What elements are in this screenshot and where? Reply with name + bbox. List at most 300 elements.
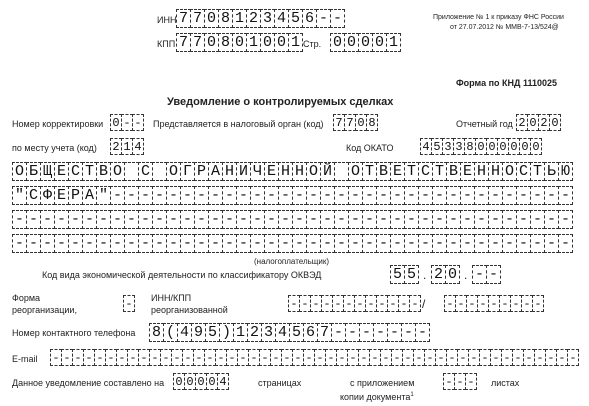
page-field[interactable] — [330, 33, 401, 52]
char-cell: - — [409, 295, 421, 312]
char-cell: 0 — [330, 33, 345, 52]
char-cell: 9 — [191, 323, 206, 342]
char-cell: - — [182, 349, 194, 366]
char-cell: - — [12, 234, 27, 253]
char-cell: - — [259, 349, 271, 366]
char-cell: 3 — [261, 323, 276, 342]
char-cell: И — [236, 162, 251, 181]
reorg-inn-field[interactable] — [288, 295, 421, 312]
char-cell: 4 — [132, 138, 144, 155]
pages-field[interactable] — [173, 373, 229, 390]
char-cell: Р — [68, 186, 83, 205]
char-cell: 5 — [431, 138, 443, 155]
char-cell: 8 — [218, 33, 233, 52]
char-cell: С — [516, 162, 531, 181]
char-cell: - — [138, 186, 153, 205]
char-cell: - — [466, 295, 478, 312]
char-cell: 0 — [519, 138, 531, 155]
okved-field-1[interactable] — [390, 265, 419, 284]
pages-label: Данное уведомление составлено на — [12, 378, 165, 388]
char-cell: - — [26, 210, 41, 229]
char-cell: - — [376, 186, 391, 205]
char-cell: - — [365, 295, 377, 312]
phone-field[interactable] — [149, 323, 430, 342]
okved-field-2[interactable] — [431, 265, 460, 284]
reorg-form-field[interactable] — [123, 295, 135, 312]
char-cell: 2 — [538, 114, 550, 131]
pages-suffix: страницах — [258, 378, 302, 388]
char-cell: - — [166, 186, 181, 205]
char-cell: - — [345, 323, 360, 342]
char-cell: - — [534, 349, 546, 366]
char-cell: - — [404, 186, 419, 205]
char-cell: - — [465, 373, 477, 390]
char-cell: " — [12, 186, 27, 205]
char-cell: - — [194, 234, 209, 253]
char-cell: - — [544, 234, 559, 253]
char-cell: - — [479, 349, 491, 366]
char-cell: 4 — [274, 9, 289, 28]
char-cell: 2 — [516, 114, 528, 131]
char-cell: - — [124, 210, 139, 229]
char-cell: - — [50, 349, 62, 366]
char-cell: - — [12, 210, 27, 229]
char-cell: - — [270, 349, 282, 366]
char-cell: 6 — [302, 9, 317, 28]
char-cell: О — [12, 162, 27, 181]
form-code: Форма по КНД 1110025 — [456, 78, 557, 88]
char-cell: - — [401, 323, 416, 342]
attach-label-1: с приложением — [350, 378, 415, 388]
char-cell: - — [424, 349, 436, 366]
char-cell: - — [68, 210, 83, 229]
phone-label: Номер контактного телефона — [12, 328, 136, 338]
char-cell: - — [325, 349, 337, 366]
char-cell: - — [54, 234, 69, 253]
char-cell: - — [72, 349, 84, 366]
char-cell: В — [446, 162, 461, 181]
char-cell: - — [306, 186, 321, 205]
char-cell: - — [222, 186, 237, 205]
char-cell: 0 — [184, 373, 196, 390]
char-cell: - — [460, 186, 475, 205]
char-cell: - — [334, 186, 349, 205]
char-cell: - — [281, 349, 293, 366]
char-cell: - — [390, 234, 405, 253]
char-cell: 5 — [289, 323, 304, 342]
char-cell: - — [96, 210, 111, 229]
char-cell: 4 — [177, 323, 192, 342]
char-cell: - — [488, 186, 503, 205]
char-cell: - — [516, 210, 531, 229]
char-cell: - — [124, 234, 139, 253]
char-cell: - — [446, 186, 461, 205]
char-cell: - — [226, 349, 238, 366]
char-cell: - — [347, 349, 359, 366]
place-field[interactable] — [110, 138, 144, 155]
attach-label-2-text: копии документа — [340, 392, 411, 402]
char-cell: - — [556, 349, 568, 366]
char-cell: - — [110, 234, 125, 253]
char-cell: С — [26, 186, 41, 205]
char-cell: - — [116, 349, 128, 366]
char-cell: - — [499, 295, 511, 312]
char-cell: - — [215, 349, 227, 366]
char-cell: - — [132, 114, 144, 131]
char-cell: - — [398, 295, 410, 312]
char-cell: - — [443, 373, 455, 390]
char-cell: - — [264, 186, 279, 205]
char-cell: 0 — [475, 138, 487, 155]
char-cell: - — [236, 210, 251, 229]
char-cell: - — [446, 349, 458, 366]
char-cell: - — [306, 210, 321, 229]
char-cell: 0 — [274, 33, 289, 52]
char-cell: Ь — [544, 162, 559, 181]
char-cell: - — [264, 210, 279, 229]
char-cell: - — [278, 234, 293, 253]
char-cell: - — [166, 210, 181, 229]
char-cell: 7 — [176, 9, 191, 28]
char-cell: - — [446, 234, 461, 253]
char-cell: - — [390, 210, 405, 229]
char-cell: - — [160, 349, 172, 366]
taxpayer-row-4[interactable] — [12, 234, 573, 253]
char-cell: - — [446, 210, 461, 229]
char-cell: Щ — [40, 162, 55, 181]
sheets-label: листах — [491, 378, 520, 388]
char-cell: Ю — [558, 162, 573, 181]
char-cell: - — [194, 186, 209, 205]
char-cell: - — [362, 186, 377, 205]
char-cell: В — [376, 162, 391, 181]
char-cell: 0 — [508, 138, 520, 155]
inn-field[interactable] — [176, 9, 345, 28]
char-cell: 1 — [288, 33, 303, 52]
char-cell: - — [68, 234, 83, 253]
char-cell: - — [348, 234, 363, 253]
char-cell: Е — [390, 162, 405, 181]
char-cell: О — [348, 162, 363, 181]
char-cell: ( — [163, 323, 178, 342]
char-cell: 7 — [190, 33, 205, 52]
okved-dot-1: . — [423, 268, 427, 282]
char-cell: - — [193, 349, 205, 366]
char-cell: - — [149, 349, 161, 366]
char-cell: - — [330, 9, 345, 28]
char-cell: Р — [194, 162, 209, 181]
char-cell: - — [474, 186, 489, 205]
char-cell: - — [264, 234, 279, 253]
char-cell: - — [501, 349, 513, 366]
email-field[interactable] — [50, 349, 579, 366]
char-cell: 0 — [195, 373, 207, 390]
char-cell: - — [510, 295, 522, 312]
tax-authority-field[interactable] — [333, 114, 378, 131]
char-cell: 7 — [176, 33, 191, 52]
char-cell: - — [435, 349, 447, 366]
char-cell: 0 — [204, 33, 219, 52]
char-cell: Н — [474, 162, 489, 181]
char-cell: - — [390, 186, 405, 205]
char-cell: - — [288, 295, 300, 312]
appendix-line-1: Приложение № 1 к приказу ФНС России — [433, 14, 564, 21]
char-cell: - — [369, 349, 381, 366]
char-cell: - — [460, 210, 475, 229]
char-cell: Ч — [250, 162, 265, 181]
char-cell: - — [94, 349, 106, 366]
char-cell: - — [472, 265, 487, 284]
char-cell: Е — [264, 162, 279, 181]
char-cell: - — [488, 295, 500, 312]
char-cell: - — [544, 186, 559, 205]
reorg-form-label-2: реорганизации, — [12, 305, 77, 315]
char-cell: - — [121, 114, 133, 131]
char-cell: ) — [219, 323, 234, 342]
char-cell: - — [455, 295, 467, 312]
char-cell: - — [362, 234, 377, 253]
place-label: по месту учета (код) — [12, 143, 97, 153]
char-cell: - — [250, 210, 265, 229]
char-cell: - — [502, 210, 517, 229]
char-cell: - — [204, 349, 216, 366]
char-cell: - — [331, 323, 346, 342]
char-cell: Н — [292, 162, 307, 181]
char-cell: 5 — [404, 265, 419, 284]
char-cell: - — [373, 323, 388, 342]
char-cell: - — [138, 234, 153, 253]
char-cell: 0 — [260, 33, 275, 52]
char-cell: - — [306, 234, 321, 253]
char-cell: - — [292, 210, 307, 229]
char-cell: 2 — [110, 138, 122, 155]
char-cell: - — [545, 349, 557, 366]
char-cell: 1 — [246, 33, 261, 52]
char-cell: 1 — [386, 33, 401, 52]
char-cell: Н — [278, 162, 293, 181]
char-cell: - — [558, 210, 573, 229]
char-cell: - — [208, 234, 223, 253]
char-cell: А — [82, 186, 97, 205]
char-cell: - — [250, 234, 265, 253]
year-field[interactable] — [516, 114, 561, 131]
char-cell: - — [387, 323, 402, 342]
char-cell: - — [418, 186, 433, 205]
char-cell: - — [490, 349, 502, 366]
char-cell: - — [387, 295, 399, 312]
char-cell: 5 — [390, 265, 405, 284]
char-cell: - — [83, 349, 95, 366]
char-cell: 4 — [275, 323, 290, 342]
char-cell: - — [530, 234, 545, 253]
char-cell: - — [54, 210, 69, 229]
char-cell: - — [222, 210, 237, 229]
char-cell: 0 — [173, 373, 185, 390]
char-cell: - — [523, 349, 535, 366]
char-cell: 2 — [247, 323, 262, 342]
char-cell: 0 — [232, 33, 247, 52]
char-cell: - — [292, 349, 304, 366]
char-cell: - — [415, 323, 430, 342]
kpp-field[interactable] — [176, 33, 303, 52]
char-cell: - — [376, 295, 388, 312]
char-cell: - — [314, 349, 326, 366]
correction-field[interactable] — [110, 114, 144, 131]
char-cell: 1 — [233, 323, 248, 342]
reorg-slash: / — [422, 297, 426, 311]
taxpayer-row-1[interactable] — [12, 162, 573, 181]
char-cell: О — [110, 162, 125, 181]
char-cell: - — [123, 295, 135, 312]
char-cell: - — [222, 234, 237, 253]
char-cell: 0 — [530, 138, 542, 155]
char-cell: - — [180, 186, 195, 205]
char-cell: - — [402, 349, 414, 366]
okved-field-3[interactable] — [472, 265, 501, 284]
char-cell: - — [468, 349, 480, 366]
char-cell: - — [194, 210, 209, 229]
char-cell: - — [171, 349, 183, 366]
char-cell: - — [530, 210, 545, 229]
char-cell: 0 — [372, 33, 387, 52]
char-cell: 0 — [358, 33, 373, 52]
char-cell: - — [180, 210, 195, 229]
tax-authority-label: Представляется в налоговый орган (код) — [153, 119, 324, 129]
okato-field[interactable] — [420, 138, 542, 155]
char-cell: О — [306, 162, 321, 181]
char-cell: - — [248, 349, 260, 366]
char-cell: Ф — [40, 186, 55, 205]
char-cell: - — [152, 210, 167, 229]
char-cell: 0 — [110, 114, 122, 131]
char-cell: - — [110, 186, 125, 205]
char-cell: - — [432, 210, 447, 229]
taxpayer-row-3[interactable] — [12, 210, 573, 229]
char-cell: - — [444, 295, 456, 312]
char-cell: 0 — [527, 114, 539, 131]
email-label: E-mail — [12, 354, 38, 364]
char-cell: - — [488, 210, 503, 229]
char-cell: - — [418, 210, 433, 229]
char-cell: 7 — [190, 9, 205, 28]
char-cell: - — [544, 210, 559, 229]
okved-label: Код вида экономической деятельности по классификатору ОКВЭД — [42, 270, 322, 280]
attach-footnote-mark: 1 — [410, 392, 414, 398]
char-cell: - — [348, 210, 363, 229]
char-cell: - — [303, 349, 315, 366]
inn-label: ИНН — [157, 15, 177, 25]
char-cell: - — [486, 265, 501, 284]
char-cell: - — [359, 323, 374, 342]
char-cell: - — [278, 210, 293, 229]
char-cell: - — [96, 234, 111, 253]
taxpayer-caption: (налогоплательщик) — [254, 257, 330, 266]
char-cell: - — [278, 186, 293, 205]
char-cell: 0 — [445, 265, 460, 284]
char-cell: 4 — [217, 373, 229, 390]
char-cell: - — [376, 234, 391, 253]
char-cell: - — [208, 210, 223, 229]
char-cell: - — [380, 349, 392, 366]
char-cell: - — [236, 234, 251, 253]
char-cell: - — [110, 210, 125, 229]
appendix-line-2: от 27.07.2012 № ММВ-7-13/524@ — [450, 24, 559, 31]
char-cell: - — [354, 295, 366, 312]
char-cell: 0 — [344, 33, 359, 52]
char-cell: - — [166, 234, 181, 253]
char-cell: - — [40, 234, 55, 253]
char-cell: - — [488, 234, 503, 253]
char-cell: О — [166, 162, 181, 181]
char-cell: - — [124, 186, 139, 205]
char-cell: - — [454, 373, 466, 390]
char-cell — [152, 162, 167, 181]
char-cell: - — [558, 186, 573, 205]
char-cell: - — [516, 234, 531, 253]
char-cell: - — [432, 186, 447, 205]
char-cell: - — [320, 234, 335, 253]
char-cell: - — [457, 349, 469, 366]
char-cell: 8 — [366, 114, 378, 131]
char-cell — [124, 162, 139, 181]
attach-count-field[interactable] — [443, 373, 477, 390]
char-cell: - — [310, 295, 322, 312]
char-cell: 1 — [121, 138, 133, 155]
char-cell: В — [96, 162, 111, 181]
year-label: Отчетный год — [456, 119, 513, 129]
char-cell: 3 — [260, 9, 275, 28]
char-cell: - — [358, 349, 370, 366]
char-cell: - — [530, 186, 545, 205]
reorg-inn-label-2: реорганизованной — [151, 305, 228, 315]
char-cell: - — [61, 349, 73, 366]
char-cell: - — [512, 349, 524, 366]
char-cell: - — [152, 234, 167, 253]
char-cell: 3 — [442, 138, 454, 155]
char-cell: - — [138, 210, 153, 229]
char-cell: Т — [432, 162, 447, 181]
char-cell: А — [208, 162, 223, 181]
attach-label-2 — [340, 390, 414, 403]
char-cell — [334, 162, 349, 181]
reorg-inn-label-1: ИНН/КПП — [151, 293, 192, 303]
char-cell: - — [413, 349, 425, 366]
char-cell: О — [502, 162, 517, 181]
char-cell: - — [152, 186, 167, 205]
char-cell: 2 — [431, 265, 446, 284]
taxpayer-row-2[interactable] — [12, 186, 573, 205]
correction-label: Номер корректировки — [12, 119, 104, 129]
char-cell: - — [418, 234, 433, 253]
char-cell: - — [348, 186, 363, 205]
char-cell: - — [362, 210, 377, 229]
char-cell: Н — [222, 162, 237, 181]
char-cell: - — [567, 349, 579, 366]
char-cell: - — [208, 186, 223, 205]
char-cell: - — [343, 295, 355, 312]
char-cell: Е — [460, 162, 475, 181]
reorg-kpp-field[interactable] — [444, 295, 544, 312]
char-cell: Й — [320, 162, 335, 181]
char-cell: 5 — [288, 9, 303, 28]
char-cell: - — [316, 9, 331, 28]
okato-label: Код ОКАТО — [346, 143, 394, 153]
char-cell: - — [321, 295, 333, 312]
char-cell: 8 — [218, 9, 233, 28]
char-cell: 0 — [204, 9, 219, 28]
char-cell: 4 — [420, 138, 432, 155]
char-cell: - — [237, 349, 249, 366]
